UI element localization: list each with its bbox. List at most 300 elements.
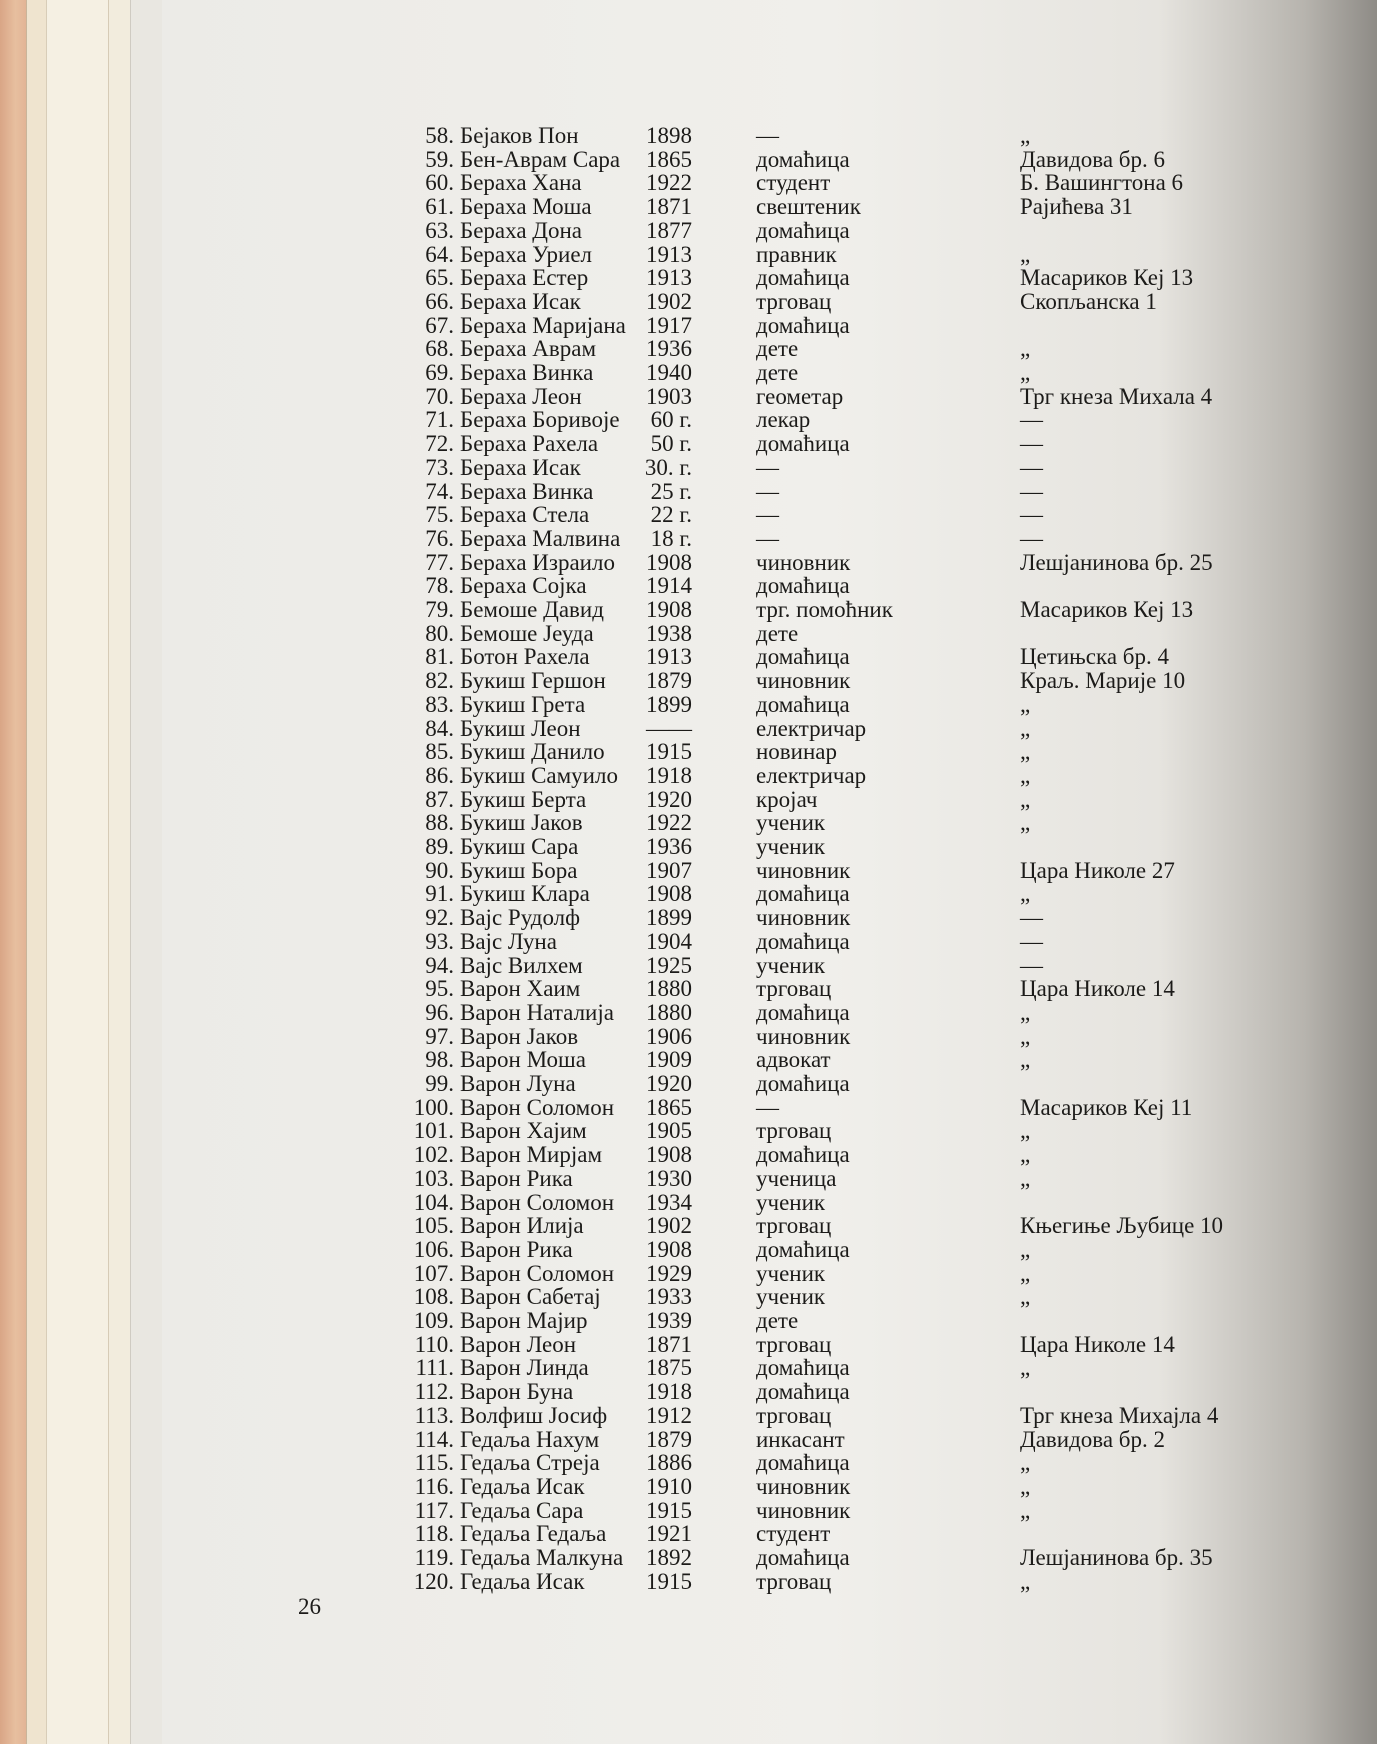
- occupation: геометар: [756, 383, 844, 409]
- entry-number: 88.: [425, 810, 454, 836]
- person-name: Бераха Дона: [460, 217, 582, 243]
- occupation: свештеник: [756, 194, 861, 220]
- entry-number: 72.: [425, 431, 454, 457]
- entry-number: 118.: [414, 1521, 454, 1547]
- list-item: [162, 574, 1262, 598]
- occupation: домаћица: [756, 1545, 850, 1570]
- person-name: Букиш Сара: [460, 834, 579, 859]
- birth-year: 1907: [646, 857, 692, 883]
- occupation: чиновник: [756, 549, 851, 575]
- birth-year: 1865: [646, 146, 692, 172]
- entry-number: 63.: [425, 217, 454, 243]
- person-name: Гедаља Нахум: [460, 1426, 600, 1452]
- address: Давидова бр. 2: [1020, 1426, 1165, 1452]
- occupation: чиновник: [756, 905, 851, 931]
- entry-number: 61.: [425, 194, 454, 220]
- birth-year: 1930: [646, 1165, 692, 1191]
- occupation: домаћица: [756, 265, 850, 291]
- entry-number: 93.: [425, 928, 454, 954]
- occupation: домаћица: [756, 691, 850, 717]
- occupation: студент: [756, 1521, 831, 1547]
- birth-year: 1906: [646, 1023, 692, 1049]
- address: —: [1020, 454, 1043, 480]
- address: Цара Николе 14: [1020, 1331, 1175, 1357]
- list-item: [162, 788, 1262, 812]
- address: Цара Николе 14: [1020, 976, 1175, 1002]
- address: Лешјанинова бр. 35: [1020, 1545, 1213, 1570]
- birth-year: 1880: [646, 976, 692, 1002]
- occupation: ученик: [756, 1260, 826, 1286]
- occupation: чиновник: [756, 668, 851, 694]
- entry-number: 108.: [413, 1284, 454, 1310]
- birth-year: 1905: [646, 1118, 692, 1144]
- person-name: Варон Буна: [460, 1379, 574, 1405]
- occupation: —: [756, 502, 779, 528]
- person-name: Вајс Луна: [460, 928, 557, 954]
- entry-number: 117.: [414, 1497, 454, 1523]
- list-item: [162, 1380, 1262, 1404]
- person-name: Бераха Исак: [460, 454, 581, 480]
- list-item: [162, 622, 1262, 646]
- occupation: студент: [756, 170, 831, 196]
- list-item: [162, 480, 1262, 504]
- person-name: Бераха Уриел: [460, 241, 593, 267]
- list-item: [162, 1048, 1262, 1072]
- address: —: [1020, 952, 1043, 978]
- person-name: Бераха Израило: [460, 549, 615, 575]
- entry-number: 97.: [425, 1023, 454, 1049]
- occupation: домаћица: [756, 312, 850, 338]
- entry-number: 102.: [413, 1142, 454, 1168]
- entry-number: 106.: [413, 1236, 454, 1262]
- page-number: 26: [298, 1594, 321, 1619]
- address: „: [1020, 786, 1031, 812]
- person-name: Варон Хаим: [460, 976, 581, 1002]
- address: —: [1020, 928, 1043, 954]
- address: „: [1020, 336, 1031, 362]
- entry-number: 90.: [425, 857, 454, 883]
- birth-year: 1899: [646, 691, 692, 717]
- person-name: Бераха Исак: [460, 288, 581, 314]
- person-name: Букиш Берта: [460, 786, 587, 812]
- occupation: чиновник: [756, 1497, 851, 1523]
- list-item: [162, 456, 1262, 480]
- occupation: чиновник: [756, 857, 851, 883]
- list-item: [162, 1191, 1262, 1215]
- birth-year: ——: [646, 715, 692, 741]
- occupation: домаћица: [756, 1236, 850, 1262]
- person-name: Варон Леон: [460, 1331, 577, 1357]
- person-name: Бераха Винка: [460, 360, 594, 385]
- entry-number: 103.: [413, 1165, 454, 1191]
- person-name: Бераха Рахела: [460, 431, 599, 457]
- person-name: Варон Соломон: [460, 1260, 615, 1286]
- birth-year: 1875: [646, 1355, 692, 1381]
- occupation: трговац: [756, 1568, 832, 1594]
- list-item: [162, 1143, 1262, 1167]
- occupation: електричар: [756, 715, 867, 741]
- birth-year: 1921: [646, 1521, 692, 1547]
- entry-number: 73.: [425, 454, 454, 480]
- birth-year: 1929: [646, 1260, 692, 1286]
- list-item: [162, 503, 1262, 527]
- address: „: [1020, 123, 1031, 148]
- entry-number: 84.: [425, 715, 454, 741]
- list-item: [162, 1025, 1262, 1049]
- person-name: Букиш Јаков: [460, 810, 583, 836]
- entry-number: 83.: [425, 691, 454, 717]
- address: „: [1020, 1450, 1031, 1476]
- entry-number: 59.: [425, 146, 454, 172]
- person-name: Бераха Моша: [460, 194, 592, 220]
- list-item: [162, 551, 1262, 575]
- document-page: [162, 0, 1377, 1744]
- occupation: трговац: [756, 288, 832, 314]
- entry-number: 99.: [425, 1071, 454, 1096]
- address: —: [1020, 478, 1043, 504]
- address: „: [1020, 241, 1031, 267]
- list-item: [162, 195, 1262, 219]
- entry-number: 96.: [425, 999, 454, 1025]
- person-name: Варон Сабетај: [460, 1284, 601, 1310]
- birth-year: 1934: [646, 1189, 692, 1215]
- entry-number: 94.: [425, 952, 454, 978]
- birth-year: 1939: [646, 1308, 692, 1333]
- address: „: [1020, 1165, 1031, 1191]
- person-name: Бен-Аврам Сара: [460, 146, 621, 172]
- list-item: [162, 669, 1262, 693]
- birth-year: 1908: [646, 1236, 692, 1262]
- entry-number: 101.: [413, 1118, 454, 1144]
- entry-number: 85.: [425, 739, 454, 765]
- entry-number: 105.: [413, 1213, 454, 1239]
- entry-number: 75.: [425, 502, 454, 528]
- list-item: [162, 1475, 1262, 1499]
- entry-number: 120.: [413, 1568, 454, 1594]
- list-item: [162, 906, 1262, 930]
- birth-year: 1899: [646, 905, 692, 931]
- list-item: [162, 811, 1262, 835]
- entry-number: 67.: [425, 312, 454, 338]
- occupation: —: [756, 454, 779, 480]
- address: Рајићева 31: [1020, 194, 1133, 220]
- person-name: Букиш Грета: [460, 691, 586, 717]
- person-name: Вајс Рудолф: [460, 905, 581, 931]
- occupation: —: [756, 1094, 779, 1120]
- address: Цара Николе 27: [1020, 857, 1175, 883]
- birth-year: 25 г.: [650, 478, 692, 504]
- occupation: ученица: [756, 1165, 837, 1191]
- occupation: дете: [756, 1308, 799, 1333]
- occupation: ученик: [756, 834, 826, 859]
- entry-number: 107.: [413, 1260, 454, 1286]
- birth-year: 1910: [646, 1473, 692, 1499]
- birth-year: 1918: [646, 762, 692, 788]
- list-item: [162, 1096, 1262, 1120]
- list-item: [162, 1214, 1262, 1238]
- entry-number: 65.: [425, 265, 454, 291]
- address: „: [1020, 1023, 1031, 1049]
- birth-year: 1871: [646, 1331, 692, 1357]
- entry-number: 100.: [413, 1094, 454, 1120]
- list-item: [162, 219, 1262, 243]
- entry-number: 98.: [425, 1047, 454, 1073]
- person-name: Варон Хајим: [460, 1118, 587, 1144]
- address: „: [1020, 1497, 1031, 1523]
- entry-number: 95.: [425, 976, 454, 1002]
- entry-number: 86.: [425, 762, 454, 788]
- person-name: Бејаков Пон: [460, 123, 579, 148]
- person-name: Варон Моша: [460, 1047, 586, 1073]
- entry-number: 91.: [425, 881, 454, 907]
- entry-number: 60.: [425, 170, 454, 196]
- list-item: [162, 314, 1262, 338]
- list-item: [162, 1404, 1262, 1428]
- list-item: [162, 977, 1262, 1001]
- list-item: [162, 1238, 1262, 1262]
- person-name: Варон Линда: [460, 1355, 589, 1381]
- person-name: Ботон Рахела: [460, 644, 590, 670]
- list-item: [162, 740, 1262, 764]
- entry-number: 58.: [425, 123, 454, 148]
- list-item: [162, 1167, 1262, 1191]
- birth-year: 1933: [646, 1284, 692, 1310]
- person-name: Варон Илија: [460, 1213, 584, 1239]
- birth-year: 1922: [646, 810, 692, 836]
- occupation: домаћица: [756, 1355, 850, 1381]
- address: Лешјанинова бр. 25: [1020, 549, 1213, 575]
- birth-year: 1909: [646, 1047, 692, 1073]
- birth-year: 1903: [646, 383, 692, 409]
- entry-number: 64.: [425, 241, 454, 267]
- entry-number: 114.: [414, 1426, 454, 1452]
- address: Масариков Кеј 13: [1020, 597, 1194, 622]
- birth-year: 1915: [646, 739, 692, 765]
- entry-number: 74.: [425, 478, 454, 504]
- list-item: [162, 1428, 1262, 1452]
- occupation: чиновник: [756, 1023, 851, 1049]
- occupation: —: [756, 525, 779, 551]
- address: „: [1020, 810, 1031, 836]
- occupation: трговац: [756, 976, 832, 1002]
- list-item: [162, 835, 1262, 859]
- person-name: Варон Мајир: [460, 1308, 588, 1333]
- list-item: [162, 124, 1262, 148]
- person-name: Варон Луна: [460, 1071, 576, 1096]
- list-item: [162, 1570, 1262, 1594]
- list-item: [162, 148, 1262, 172]
- birth-year: 1918: [646, 1379, 692, 1405]
- entry-number: 81.: [425, 644, 454, 670]
- birth-year: 1902: [646, 1213, 692, 1239]
- person-name: Гедаља Сара: [460, 1497, 584, 1523]
- list-item: [162, 337, 1262, 361]
- birth-year: 1922: [646, 170, 692, 196]
- person-name: Варон Рика: [460, 1236, 573, 1262]
- entry-number: 110.: [414, 1331, 454, 1357]
- occupation: трговац: [756, 1402, 832, 1428]
- entry-number: 116.: [414, 1473, 454, 1499]
- birth-year: 1902: [646, 288, 692, 314]
- person-name: Волфиш Јосиф: [460, 1402, 608, 1428]
- birth-year: 1879: [646, 668, 692, 694]
- list-item: [162, 527, 1262, 551]
- list-item: [162, 243, 1262, 267]
- birth-year: 50 г.: [650, 431, 692, 457]
- address: „: [1020, 715, 1031, 741]
- address: —: [1020, 502, 1043, 528]
- occupation: чиновник: [756, 1473, 851, 1499]
- occupation: домаћица: [756, 644, 850, 670]
- person-name: Бераха Хана: [460, 170, 582, 196]
- address: „: [1020, 1118, 1031, 1144]
- address: Краљ. Марије 10: [1020, 668, 1186, 694]
- birth-year: 1904: [646, 928, 692, 954]
- list-item: [162, 1522, 1262, 1546]
- address: „: [1020, 1568, 1031, 1594]
- list-item: [162, 693, 1262, 717]
- birth-year: 1913: [646, 644, 692, 670]
- address: —: [1020, 525, 1043, 551]
- birth-year: 1936: [646, 336, 692, 362]
- entry-number: 79.: [425, 597, 454, 622]
- birth-year: 1915: [646, 1497, 692, 1523]
- occupation: домаћица: [756, 1450, 850, 1476]
- person-name: Бераха Малвина: [460, 525, 621, 551]
- address: Књегиње Љубице 10: [1020, 1213, 1224, 1239]
- birth-year: 1917: [646, 312, 692, 338]
- person-name: Бераха Маријана: [460, 312, 626, 338]
- person-name: Букиш Гершон: [460, 668, 606, 694]
- occupation: домаћица: [756, 1142, 850, 1168]
- address: Б. Вашингтона 6: [1020, 170, 1184, 196]
- entry-number: 104.: [413, 1189, 454, 1215]
- address: „: [1020, 1473, 1031, 1499]
- address: Масариков Кеј 11: [1020, 1094, 1193, 1120]
- occupation: електричар: [756, 762, 867, 788]
- address: Масариков Кеј 13: [1020, 265, 1194, 291]
- occupation: ученик: [756, 952, 826, 978]
- person-name: Гедаља Исак: [460, 1473, 585, 1499]
- person-name: Варон Рика: [460, 1165, 573, 1191]
- person-name: Варон Наталија: [460, 999, 614, 1025]
- list-item: [162, 385, 1262, 409]
- address: „: [1020, 1236, 1031, 1262]
- page-edge-stack: [108, 0, 131, 1744]
- occupation: домаћица: [756, 1379, 850, 1405]
- birth-year: 1898: [646, 123, 692, 148]
- person-name: Букиш Самуило: [460, 762, 618, 788]
- page-edge-stack: [130, 0, 163, 1744]
- person-name: Бераха Леон: [460, 383, 582, 409]
- entry-number: 115.: [414, 1450, 454, 1476]
- occupation: правник: [756, 241, 837, 267]
- birth-year: 1865: [646, 1094, 692, 1120]
- list-item: [162, 1333, 1262, 1357]
- list-item: [162, 361, 1262, 385]
- person-name: Варон Соломон: [460, 1094, 615, 1120]
- person-name: Бемоше Давид: [460, 597, 604, 622]
- address: Скопљанска 1: [1020, 288, 1157, 314]
- page-edge-stack: [26, 0, 47, 1744]
- list-item: [162, 1119, 1262, 1143]
- birth-year: 1908: [646, 881, 692, 907]
- address: „: [1020, 691, 1031, 717]
- person-name: Бераха Винка: [460, 478, 594, 504]
- list-item: [162, 717, 1262, 741]
- occupation: дете: [756, 620, 799, 646]
- person-name: Варон Јаков: [460, 1023, 579, 1049]
- person-name: Варон Мирјам: [460, 1142, 603, 1168]
- birth-year: 1892: [646, 1545, 692, 1570]
- occupation: дете: [756, 336, 799, 362]
- list-item: [162, 954, 1262, 978]
- birth-year: 1940: [646, 360, 692, 385]
- occupation: адвокат: [756, 1047, 831, 1073]
- list-item: [162, 882, 1262, 906]
- birth-year: 1913: [646, 241, 692, 267]
- entry-number: 119.: [414, 1545, 454, 1570]
- birth-year: 1920: [646, 1071, 692, 1096]
- birth-year: 1908: [646, 549, 692, 575]
- entry-number: 69.: [425, 360, 454, 385]
- entry-number: 78.: [425, 573, 454, 599]
- page-edge-stack: [46, 0, 109, 1744]
- list-item: [162, 1072, 1262, 1096]
- occupation: лекар: [756, 407, 811, 433]
- list-item: [162, 1001, 1262, 1025]
- address: „: [1020, 999, 1031, 1025]
- list-item: [162, 930, 1262, 954]
- address: Цетињска бр. 4: [1020, 644, 1170, 670]
- address: —: [1020, 905, 1043, 931]
- occupation: домаћица: [756, 881, 850, 907]
- entry-number: 111.: [415, 1355, 454, 1381]
- entry-number: 77.: [425, 549, 454, 575]
- birth-year: 30. г.: [644, 454, 692, 480]
- birth-year: 1912: [646, 1402, 692, 1428]
- person-name: Бераха Боривоје: [460, 407, 620, 433]
- address: „: [1020, 1142, 1031, 1168]
- person-name: Букиш Данило: [460, 739, 605, 765]
- birth-year: 18 г.: [650, 525, 692, 551]
- birth-year: 1871: [646, 194, 692, 220]
- person-name: Букиш Бора: [460, 857, 578, 883]
- birth-year: 1886: [646, 1450, 692, 1476]
- occupation: трговац: [756, 1331, 832, 1357]
- list-item: [162, 1262, 1262, 1286]
- person-name: Гедаља Исак: [460, 1568, 585, 1594]
- birth-year: 1915: [646, 1568, 692, 1594]
- address: —: [1020, 407, 1043, 433]
- address: „: [1020, 762, 1031, 788]
- address: „: [1020, 1284, 1031, 1310]
- occupation: трговац: [756, 1118, 832, 1144]
- person-name: Варон Соломон: [460, 1189, 615, 1215]
- list-item: [162, 598, 1262, 622]
- occupation: домаћица: [756, 928, 850, 954]
- person-name: Бераха Сојка: [460, 573, 587, 599]
- entry-number: 89.: [425, 834, 454, 859]
- entry-number: 71.: [425, 407, 454, 433]
- page-edge-stack: [0, 0, 26, 1744]
- entry-number: 87.: [425, 786, 454, 812]
- person-name: Букиш Клара: [460, 881, 590, 907]
- list-item: [162, 1309, 1262, 1333]
- occupation: домаћица: [756, 431, 850, 457]
- birth-year: 1925: [646, 952, 692, 978]
- list-item: [162, 432, 1262, 456]
